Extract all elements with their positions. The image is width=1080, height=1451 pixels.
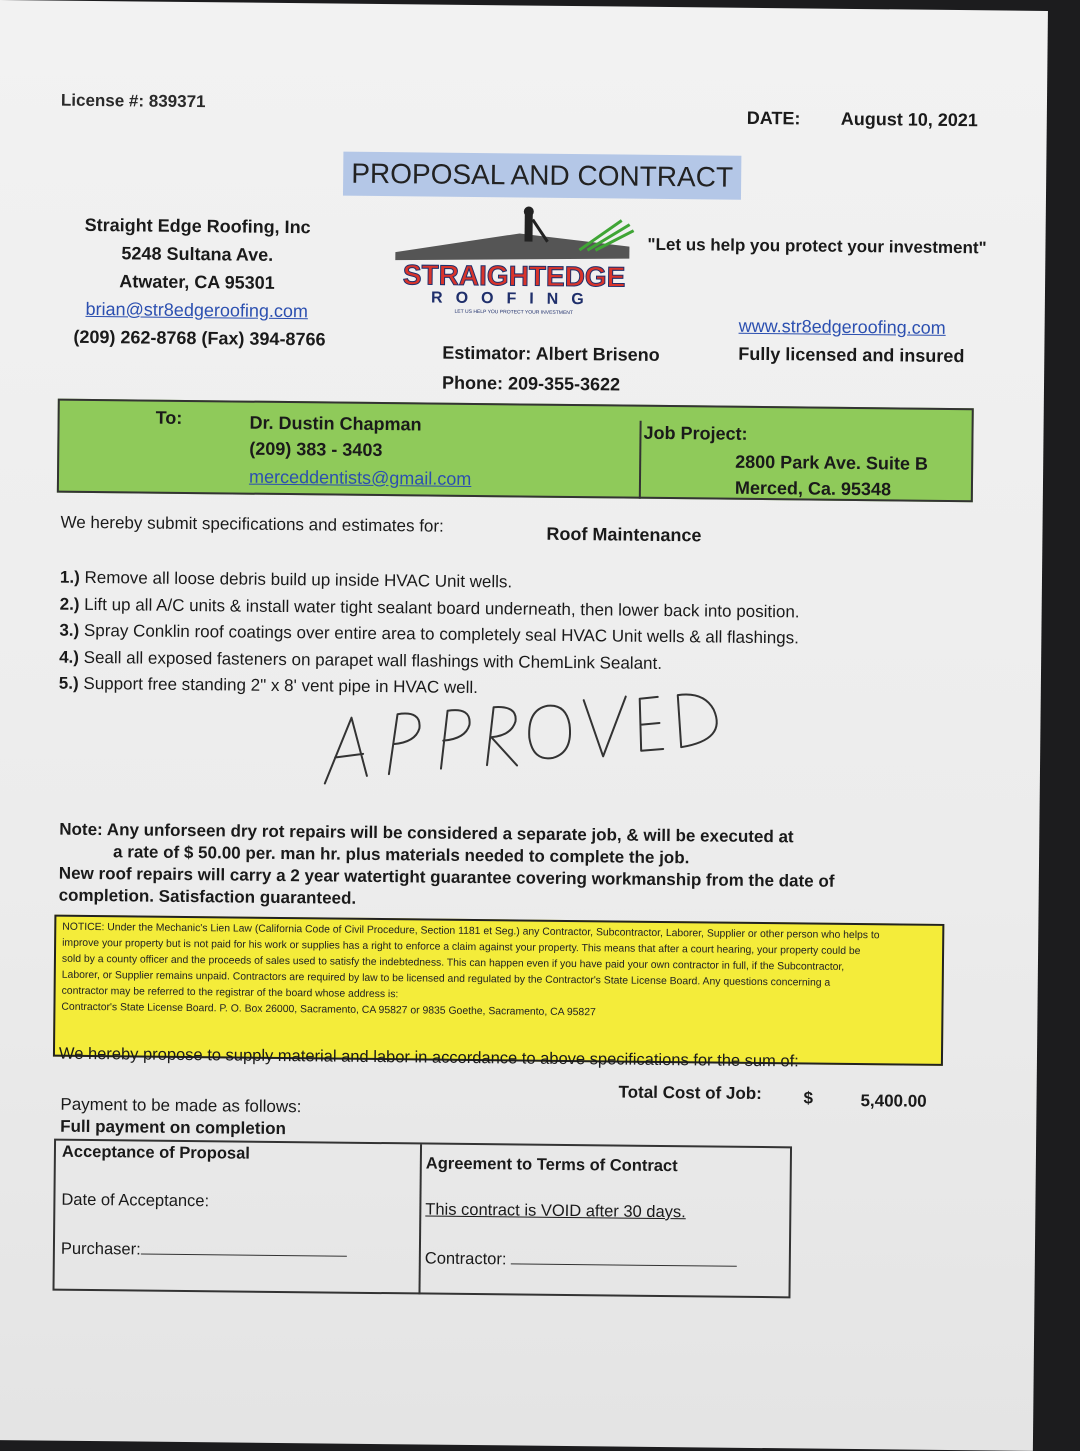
notice-line: Contractor's State License Board. P. O. Box 26000, Sacramento, CA 95827 or 9835 Goethe, Sacramento, CA 95827	[61, 1001, 596, 1019]
client-phone: (209) 383 - 3403	[249, 438, 383, 461]
list-item: 5.) Support free standing 2" x 8' vent pipe in HVAC well.	[58, 673, 479, 698]
client-name: Dr. Dustin Chapman	[249, 412, 422, 435]
contractor-field[interactable]	[425, 1249, 737, 1272]
roofer-logo-graphic	[389, 204, 640, 319]
company-name: Straight Edge Roofing, Inc	[84, 214, 311, 238]
job-address-street: 2800 Park Ave. Suite B	[735, 451, 929, 474]
logo-tagline: LET US HELP YOU PROTECT YOUR INVESTMENT	[454, 308, 574, 317]
website-link[interactable]: www.str8edgeroofing.com	[738, 315, 946, 338]
currency-symbol: $	[803, 1088, 814, 1108]
estimator-block	[442, 338, 660, 400]
list-item: 4.) Seall all exposed fasteners on parapet wall flashings with ChemLink Sealant.	[59, 647, 663, 673]
date-of-acceptance-label: Date of Acceptance:	[61, 1190, 210, 1211]
license-number: License #: 839371	[60, 90, 206, 112]
to-label: To:	[155, 407, 183, 428]
company-email-link[interactable]: brian@str8edgeroofing.com	[85, 298, 309, 322]
approved-handwriting	[317, 683, 738, 797]
payment-terms: Full payment on completion	[60, 1116, 287, 1139]
estimator-name: Estimator: Albert Briseno	[442, 342, 660, 365]
total-cost-label: Total Cost of Job:	[618, 1082, 762, 1104]
list-item: 3.) Spray Conklin roof coatings over entire area to completely seal HVAC Unit wells & all flashings.	[59, 620, 799, 648]
acceptance-table	[52, 1139, 792, 1299]
company-logo	[389, 204, 640, 319]
propose-line: We hereby propose to supply material and labor in accordance to above specifications for the sum of:	[58, 1044, 799, 1071]
contractor-signature-line[interactable]	[511, 1249, 737, 1266]
total-cost-value: 5,400.00	[860, 1091, 927, 1111]
note-line: a rate of $ 50.00 per. man hr. plus materials needed to complete the job.	[112, 842, 690, 868]
notice-line: Laborer, or Supplier remains unpaid. Contractors are required by law to be licensed and regulated by the Contractor's State License Board. Any questions concerning a	[61, 969, 831, 989]
client-job-box	[57, 399, 974, 503]
list-item: 2.) Lift up all A/C units & install water tight sealant board underneath, then lower back into position.	[59, 594, 800, 621]
company-slogan: "Let us help you protect your investment"	[647, 234, 987, 258]
logo-wordmark: STRAIGHTEDGE	[402, 259, 626, 293]
note-block	[59, 819, 880, 916]
void-notice: This contract is VOID after 30 days.	[425, 1200, 686, 1222]
logo-subword: ROOFING	[430, 289, 597, 309]
lien-law-notice	[53, 915, 944, 1066]
date-value: August 10, 2021	[840, 108, 978, 131]
notice-line: NOTICE: Under the Mechanic's Lien Law (California Code of Civil Procedure, Section 1181 et Seg.) any Contractor, Subcontractor, Laborer, Supplier or other person who helps to	[62, 921, 880, 942]
note-line: completion. Satisfaction guaranteed.	[58, 885, 357, 908]
note-line: Note: Any unforseen dry rot repairs will be considered a separate job, & will be executed at	[59, 819, 794, 847]
licensed-insured-text: Fully licensed and insured	[738, 343, 965, 367]
purchaser-label: Purchaser:	[60, 1239, 141, 1259]
specs-intro: We hereby submit specifications and estimates for:	[60, 512, 444, 536]
payment-intro: Payment to be made as follows:	[60, 1094, 302, 1117]
notice-line: contractor may be referred to the registrar of the board whose address is:	[61, 985, 399, 1001]
agreement-title: Agreement to Terms of Contract	[425, 1154, 678, 1176]
estimator-phone: Phone: 209-355-3622	[441, 372, 621, 395]
acceptance-title: Acceptance of Proposal	[61, 1142, 251, 1163]
client-email-link[interactable]: merceddentists@gmail.com	[248, 466, 472, 489]
list-item: 1.) Remove all loose debris build up inside HVAC Unit wells.	[59, 567, 513, 592]
purchaser-signature-line[interactable]	[141, 1240, 347, 1257]
notice-line: improve your property but is not paid for his work or supplies has a right to enforce a claim against your property. This means that after a court hearing, your property could be	[62, 937, 861, 958]
company-phones: (209) 262-8768 (Fax) 394-8766	[73, 326, 326, 350]
notice-line: sold by a county officer and the proceeds of sales used to satisfy the indebtedness. This can happen even if you have paid your own contractor in full, if the Subcontractor,	[61, 953, 845, 973]
job-project-label: Job Project:	[643, 422, 748, 444]
company-address-city: Atwater, CA 95301	[119, 271, 275, 293]
job-address-city: Merced, Ca. 95348	[734, 477, 892, 500]
date-label: DATE:	[746, 107, 801, 129]
box-divider	[639, 421, 642, 499]
table-divider	[418, 1144, 422, 1294]
specs-subject: Roof Maintenance	[546, 523, 702, 546]
document-title: PROPOSAL AND CONTRACT	[343, 152, 741, 200]
company-address-street: 5248 Sultana Ave.	[121, 243, 274, 265]
contractor-label: Contractor:	[424, 1249, 507, 1269]
note-line: New roof repairs will carry a 2 year watertight guarantee covering workmanship from the date of	[58, 863, 835, 891]
purchaser-field[interactable]	[61, 1239, 347, 1262]
